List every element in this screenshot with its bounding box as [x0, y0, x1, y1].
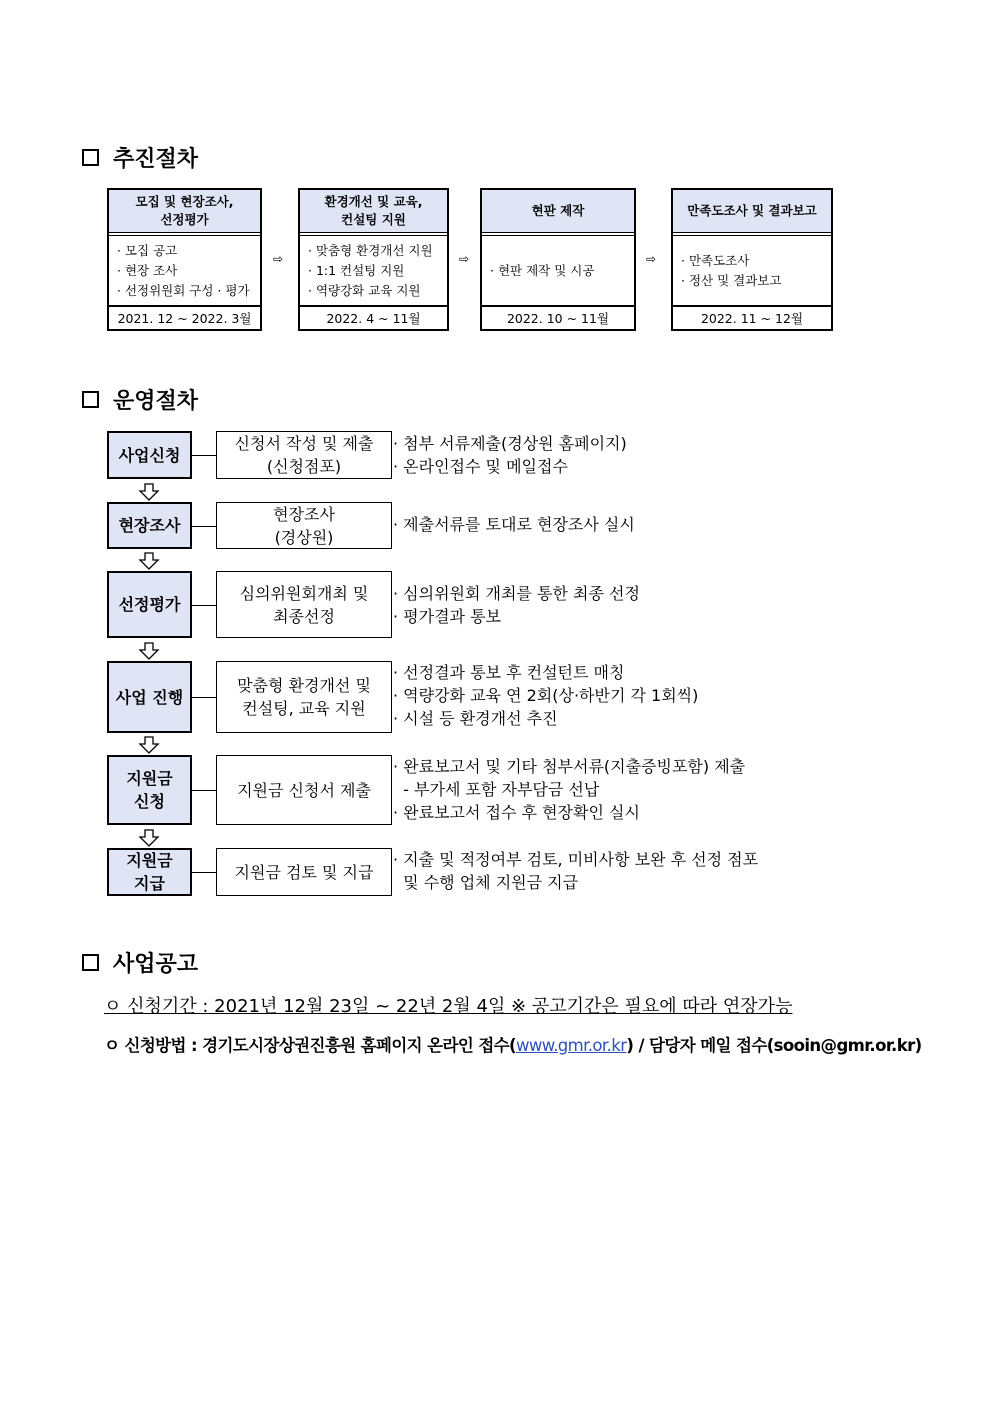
homepage-link[interactable]: www.gmr.or.kr: [515, 1036, 627, 1055]
header-divider: [673, 233, 831, 236]
section-heading-process: [82, 142, 198, 173]
operation-step: 사업 진행: [107, 661, 192, 733]
notice-period-text: ㅇ 신청기간 : 2021년 12월 23일 ~ 22년 2월 4일 ※ 공고기간은 필요에 따라 연장가능: [104, 996, 793, 1017]
process-card-body: [117, 240, 256, 301]
process-card-body: [308, 240, 443, 301]
arrow-down-icon: [138, 829, 160, 847]
description-line: · 지출 및 적정여부 검토, 미비사항 보완 후 선정 점포: [393, 850, 759, 869]
notice-method-prefix: ㅇ 신청방법 : 경기도시장상권진흥원 홈페이지 온라인 접수(: [104, 1036, 516, 1055]
description-line: · 완료보고서 접수 후 현장확인 실시: [393, 803, 640, 822]
connector-line: [192, 697, 216, 698]
arrow-down-icon: [138, 642, 160, 660]
connector-line: [192, 455, 216, 456]
description-line: - 부가세 포함 자부담금 선납: [393, 780, 600, 799]
process-card-header: 모집 및 현장조사, 선정평가: [109, 190, 260, 233]
connector-line: [192, 605, 216, 606]
description-line: · 첨부 서류제출(경상원 홈페이지): [393, 434, 627, 453]
process-item: · 선정위원회 구성 · 평가: [117, 282, 250, 298]
description-line: · 시설 등 환경개선 추진: [393, 709, 558, 728]
process-item: · 역량강화 교육 지원: [308, 282, 421, 298]
section-title: 추진절차: [113, 147, 199, 172]
process-item: · 정산 및 결과보고: [681, 272, 782, 288]
process-card: [298, 188, 449, 331]
process-item: · 맞춤형 환경개선 지원: [308, 242, 433, 258]
arrow-down-icon: [138, 483, 160, 501]
section-title: 사업공고: [113, 952, 199, 977]
notice-period: [104, 992, 792, 1018]
process-card-period: 2022. 10 ~ 11월: [482, 306, 634, 329]
operation-task-box: 신청서 작성 및 제출 (신청점포): [216, 431, 392, 479]
notice-method: [104, 1032, 922, 1056]
operation-description: [393, 432, 627, 478]
process-card-header: 만족도조사 및 결과보고: [673, 190, 831, 233]
description-line: · 평가결과 통보: [393, 607, 501, 626]
process-card: [107, 188, 262, 331]
operation-step: 지원금 지급: [107, 848, 192, 896]
arrow-right-icon: ⇨: [646, 252, 657, 266]
process-item: · 현판 제작 및 시공: [490, 262, 595, 278]
description-line: · 선정결과 통보 후 컨설턴트 매칭: [393, 663, 625, 682]
operation-task-box: 심의위원회개최 및 최종선정: [216, 571, 392, 638]
process-card-period: 2022. 4 ~ 11월: [300, 306, 447, 329]
description-line: · 역량강화 교육 연 2회(상·하반기 각 1회씩): [393, 686, 699, 705]
process-card-period: 2021. 12 ~ 2022. 3월: [109, 306, 260, 329]
header-divider: [300, 233, 447, 236]
arrow-right-icon: ⇨: [459, 252, 470, 266]
operation-description: [393, 848, 758, 894]
process-item: · 만족도조사: [681, 252, 750, 268]
description-line: 및 수행 업체 지원금 지급: [393, 873, 579, 892]
header-divider: [109, 233, 260, 236]
process-card-body: [490, 240, 630, 301]
operation-task-box: 맞춤형 환경개선 및 컨설팅, 교육 지원: [216, 661, 392, 733]
checkbox-square-icon: [82, 149, 99, 166]
operation-step: 사업신청: [107, 431, 192, 479]
arrow-down-icon: [138, 552, 160, 570]
operation-description: [393, 513, 635, 536]
process-item: · 1:1 컨설팅 지원: [308, 262, 405, 278]
process-card-header: 환경개선 및 교육, 컨설팅 지원: [300, 190, 447, 233]
arrow-down-icon: [138, 736, 160, 754]
process-item: · 현장 조사: [117, 262, 178, 278]
operation-description: [393, 582, 640, 628]
process-card-header: 현판 제작: [482, 190, 634, 233]
connector-line: [192, 526, 216, 527]
section-title: 운영절차: [113, 389, 199, 414]
operation-step: 현장조사: [107, 502, 192, 549]
operation-step: 지원금 신청: [107, 755, 192, 825]
description-line: · 심의위원회 개최를 통한 최종 선정: [393, 584, 640, 603]
description-line: · 완료보고서 및 기타 첨부서류(지출증빙포함) 제출: [393, 757, 746, 776]
section-heading-operation: [82, 384, 198, 415]
checkbox-square-icon: [82, 391, 99, 408]
operation-task-box: 지원금 신청서 제출: [216, 755, 392, 825]
process-card: [671, 188, 833, 331]
checkbox-square-icon: [82, 954, 99, 971]
operation-task-box: 지원금 검토 및 지급: [216, 848, 392, 896]
operation-description: [393, 755, 745, 824]
operation-description: [393, 661, 698, 730]
description-line: · 제출서류를 토대로 현장조사 실시: [393, 515, 635, 534]
description-line: · 온라인접수 및 메일접수: [393, 457, 568, 476]
header-divider: [482, 233, 634, 236]
process-card: [480, 188, 636, 331]
operation-step: 선정평가: [107, 571, 192, 638]
arrow-right-icon: ⇨: [273, 252, 284, 266]
section-heading-notice: [82, 947, 198, 978]
connector-line: [192, 790, 216, 791]
process-card-period: 2022. 11 ~ 12월: [673, 306, 831, 329]
operation-task-box: 현장조사 (경상원): [216, 502, 392, 549]
process-item: · 모집 공고: [117, 242, 178, 258]
connector-line: [192, 872, 216, 873]
process-card-body: [681, 240, 827, 301]
notice-method-suffix: ) / 담당자 메일 접수(sooin@gmr.or.kr): [626, 1036, 922, 1055]
